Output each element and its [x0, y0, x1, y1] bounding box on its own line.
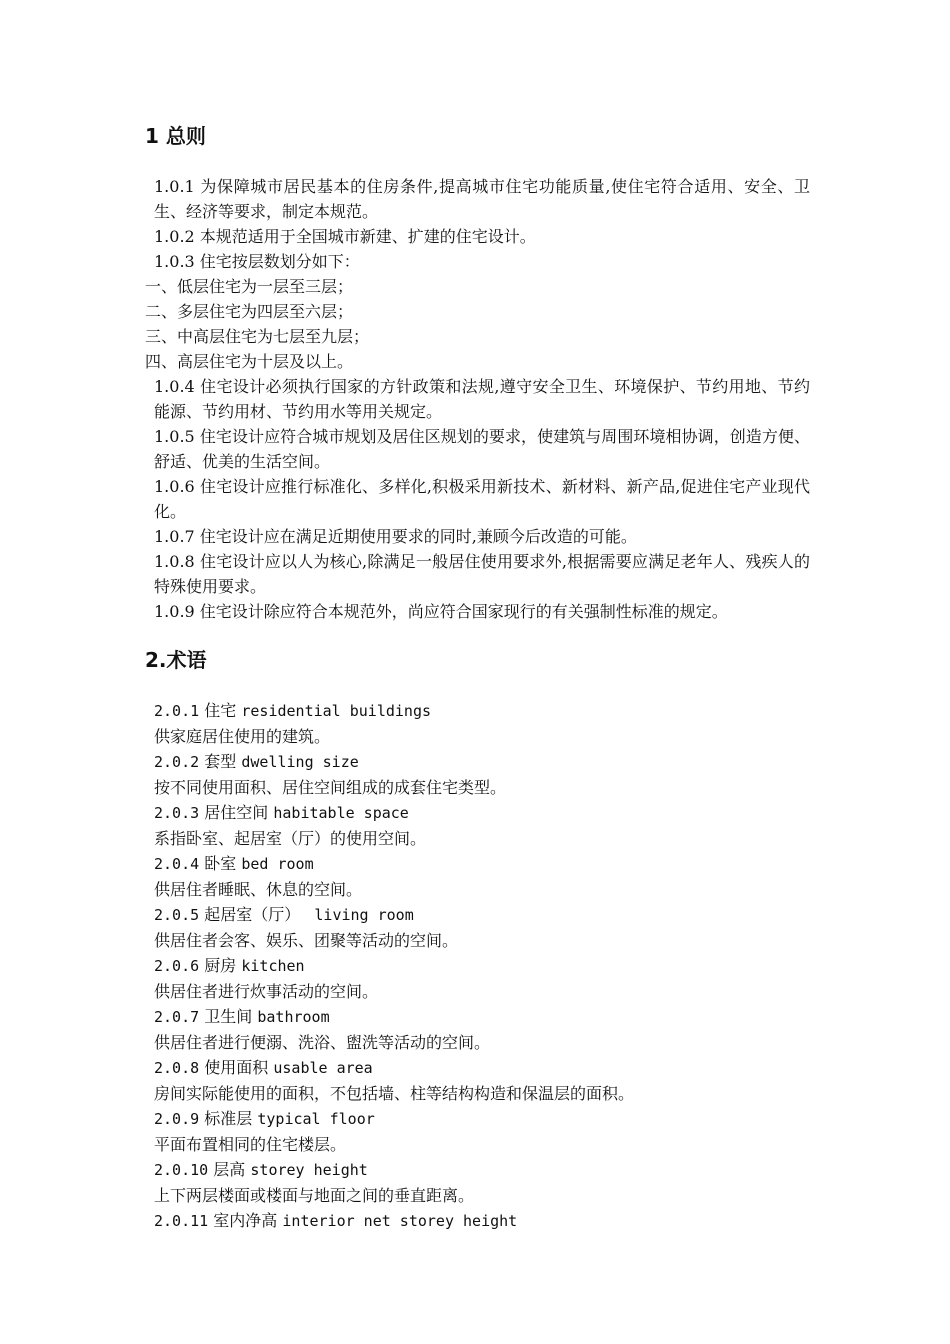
term-english-name: dwelling size: [241, 753, 359, 771]
term-definition: 上下两层楼面或楼面与地面之间的垂直距离。: [154, 1186, 475, 1205]
term-chinese-name: 住宅: [204, 701, 237, 720]
clause-paragraph: 1.0.4 住宅设计必须执行国家的方针政策和法规,遵守安全卫生、环境保护、节约用地、节约能源、节约用材、节约用水等用关规定。: [154, 377, 810, 421]
term-chinese-name: 卧室: [204, 854, 237, 873]
clause-paragraph: 1.0.3 住宅按层数划分如下：: [154, 252, 360, 271]
term-entry: [145, 1004, 810, 1030]
term-code: 2.0.7: [154, 1008, 200, 1026]
term-english-name: residential buildings: [241, 702, 432, 720]
section-terms-body: [145, 698, 810, 1234]
term-definition: 供居住者进行便溺、洗浴、盥洗等活动的空间。: [154, 1033, 491, 1052]
term-chinese-name: 室内净高: [213, 1211, 278, 1230]
list-item: 一、低层住宅为一层至三层；: [145, 277, 354, 296]
term-definition: 平面布置相同的住宅楼层。: [154, 1135, 347, 1154]
list-item: 二、多层住宅为四层至六层；: [145, 302, 354, 321]
term-code: 2.0.9: [154, 1110, 200, 1128]
term-entry: [145, 851, 810, 877]
clause-paragraph: 1.0.2 本规范适用于全国城市新建、扩建的住宅设计。: [154, 227, 536, 246]
term-code: 2.0.2: [154, 753, 200, 771]
term-definition: 按不同使用面积、居住空间组成的成套住宅类型。: [154, 778, 507, 797]
term-english-name: kitchen: [241, 957, 305, 975]
term-chinese-name: 卫生间: [204, 1007, 253, 1026]
clause-paragraph: 1.0.6 住宅设计应推行标准化、多样化,积极采用新技术、新材料、新产品,促进住宅产业现代化。: [154, 477, 810, 521]
term-chinese-name: 使用面积: [204, 1058, 269, 1077]
term-entry: [145, 1157, 810, 1183]
term-english-name: typical floor: [257, 1110, 375, 1128]
term-english-name: interior net storey height: [282, 1212, 518, 1230]
term-definition: 供居住者进行炊事活动的空间。: [154, 982, 379, 1001]
term-chinese-name: 厨房: [204, 956, 237, 975]
term-code: 2.0.8: [154, 1059, 200, 1077]
term-code: 2.0.5: [154, 906, 200, 924]
term-chinese-name: 起居室（厅）: [204, 905, 301, 924]
term-chinese-name: 标准层: [204, 1109, 253, 1128]
term-entry: [145, 698, 810, 724]
term-definition: 供居住者会客、娱乐、团聚等活动的空间。: [154, 931, 459, 950]
term-entry: [145, 1106, 810, 1132]
term-code: 2.0.10: [154, 1161, 209, 1179]
term-entry: [145, 953, 810, 979]
term-chinese-name: 套型: [204, 752, 237, 771]
term-entry: [145, 749, 810, 775]
clause-paragraph: 1.0.1 为保障城市居民基本的住房条件,提高城市住宅功能质量,使住宅符合适用、安全、卫生、经济等要求，制定本规范。: [154, 177, 810, 221]
list-item: 三、中高层住宅为七层至九层；: [145, 327, 370, 346]
term-entry: [145, 1055, 810, 1081]
term-code: 2.0.3: [154, 804, 200, 822]
term-entry: [145, 902, 810, 928]
list-item: 四、高层住宅为十层及以上。: [145, 352, 354, 371]
term-code: 2.0.6: [154, 957, 200, 975]
term-english-name: habitable space: [273, 804, 409, 822]
term-chinese-name: 层高: [213, 1160, 246, 1179]
clause-paragraph: 1.0.5 住宅设计应符合城市规划及居住区规划的要求，使建筑与周围环境相协调，创造方便、舒适、优美的生活空间。: [154, 427, 810, 471]
term-code: 2.0.4: [154, 855, 200, 873]
clause-paragraph: 1.0.8 住宅设计应以人为核心,除满足一般居住使用要求外,根据需要应满足老年人、残疾人的特殊使用要求。: [154, 552, 810, 596]
clause-paragraph: 1.0.7 住宅设计应在满足近期使用要求的同时,兼顾今后改造的可能。: [154, 527, 637, 546]
term-definition: 供居住者睡眠、休息的空间。: [154, 880, 363, 899]
term-chinese-name: 居住空间: [204, 803, 269, 822]
term-entry: [145, 800, 810, 826]
term-english-name: bed room: [241, 855, 314, 873]
term-english-name: usable area: [273, 1059, 373, 1077]
term-definition: 系指卧室、起居室（厅）的使用空间。: [154, 829, 427, 848]
term-english-name: living room: [305, 906, 414, 924]
term-code: 2.0.1: [154, 702, 200, 720]
section-general-body: [145, 174, 810, 624]
section-heading-terms: 2.术语: [145, 648, 207, 672]
term-english-name: storey height: [250, 1161, 368, 1179]
term-english-name: bathroom: [257, 1008, 330, 1026]
term-definition: 供家庭居住使用的建筑。: [154, 727, 331, 746]
term-code: 2.0.11: [154, 1212, 209, 1230]
clause-paragraph: 1.0.9 住宅设计除应符合本规范外，尚应符合国家现行的有关强制性标准的规定。: [154, 602, 728, 621]
section-heading-general: 1 总则: [145, 124, 206, 148]
term-entry: [145, 1208, 810, 1234]
term-definition: 房间实际能使用的面积，不包括墙、柱等结构构造和保温层的面积。: [154, 1084, 635, 1103]
